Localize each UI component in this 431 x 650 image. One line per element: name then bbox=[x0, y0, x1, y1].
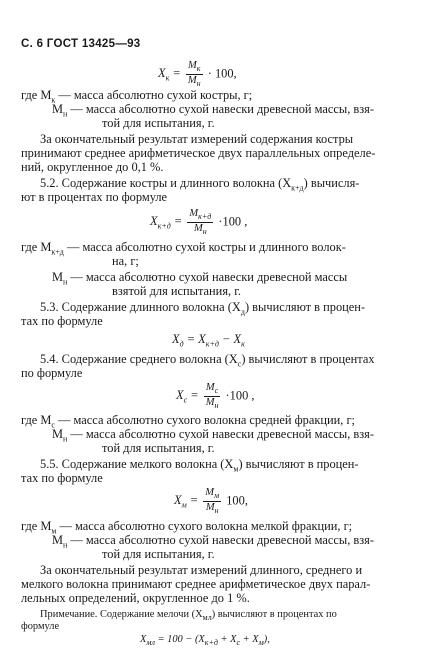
text-line: $M_н$ — масса абсолютно сухой навески древесной массы, взя- bbox=[52, 102, 374, 119]
text-line: $M_н$ — масса абсолютно сухой навески древесной массы, взя- bbox=[52, 533, 374, 550]
text-line: лельных определений, округленное до 1 %. bbox=[21, 591, 250, 605]
text-line: 5.3. Содержание длинного волокна $(X_д)$ вычисляют в процен- bbox=[40, 300, 366, 317]
text-line: $M_н$ — масса абсолютно сухой навески древесной массы, взя- bbox=[52, 427, 374, 444]
text-line: ний, округленное до 0,1 %. bbox=[21, 160, 164, 174]
formula-xk: $X_к$ = $\frac{M_к}{M_н}$ · 100, bbox=[158, 60, 237, 89]
text-line: принимают среднее арифметическое двух параллельных определе- bbox=[21, 146, 376, 160]
text-line: 5.4. Содержание среднего волокна $(X_с)$ вычисляют в процентах bbox=[40, 352, 375, 369]
text-line: $M_н$ — масса абсолютно сухой навески древесной массы bbox=[52, 270, 348, 287]
page-header: С. 6 ГОСТ 13425—93 bbox=[21, 38, 141, 50]
text-line: 5.2. Содержание костры и длинного волокна $(X_{к+д})$ вычисля- bbox=[40, 176, 360, 193]
text-line: где $M_м$ — масса абсолютно сухого волокна мелкой фракции, г; bbox=[21, 519, 353, 536]
text-line: ют в процентах по формуле bbox=[21, 190, 168, 204]
formula-xs: $X_с$ = $\frac{M_с}{M_н}$ ·100 , bbox=[176, 382, 255, 411]
text-line: на, г; bbox=[112, 254, 139, 268]
text-line: той для испытания, г. bbox=[102, 441, 215, 455]
formula-xml: $X_{мл} = 100 - (X_{к+д} + X_с + X_м)$, bbox=[140, 634, 270, 648]
text-line: по формуле bbox=[21, 366, 83, 380]
formula-xm: $X_м$ = $\frac{M_м}{M_н}$ 100, bbox=[174, 487, 248, 516]
text-line: За окончательный результат измерений содержания костры bbox=[40, 132, 354, 146]
text-line: мелкого волокна принимают среднее арифметическое двух парал- bbox=[21, 577, 371, 591]
note-line: Примечание. Содержание мелочи $(X_{мл})$ вычисляют в процентах по bbox=[40, 609, 337, 623]
text-line: взятой для испытания, г. bbox=[112, 284, 241, 298]
text-line: той для испытания, г. bbox=[102, 547, 215, 561]
text-line: где $M_с$ — масса абсолютно сухого волокна средней фракции, г; bbox=[21, 413, 355, 430]
formula-xd: $X_д = X_{к+д} - X_к$ bbox=[172, 332, 245, 349]
text-line: За окончательный результат измерений длинного, среднего и bbox=[40, 563, 363, 577]
text-line: где $M_к$ — масса абсолютно сухой костры, г; bbox=[21, 88, 253, 105]
formula-xkd: $X_{к+д}$ = $\frac{M_{к+д}}{M_н}$ ·100 , bbox=[150, 208, 248, 237]
note-line: формуле bbox=[21, 621, 60, 632]
text-line: 5.5. Содержание мелкого волокна $(X_м)$ вычисляют в процен- bbox=[40, 457, 359, 474]
text-line: тах по формуле bbox=[21, 471, 103, 485]
text-line: где $M_{к+д}$ — масса абсолютно сухой костры и длинного волок- bbox=[21, 240, 346, 257]
text-line: тах по формуле bbox=[21, 314, 103, 328]
text-line: той для испытания, г. bbox=[102, 116, 215, 130]
